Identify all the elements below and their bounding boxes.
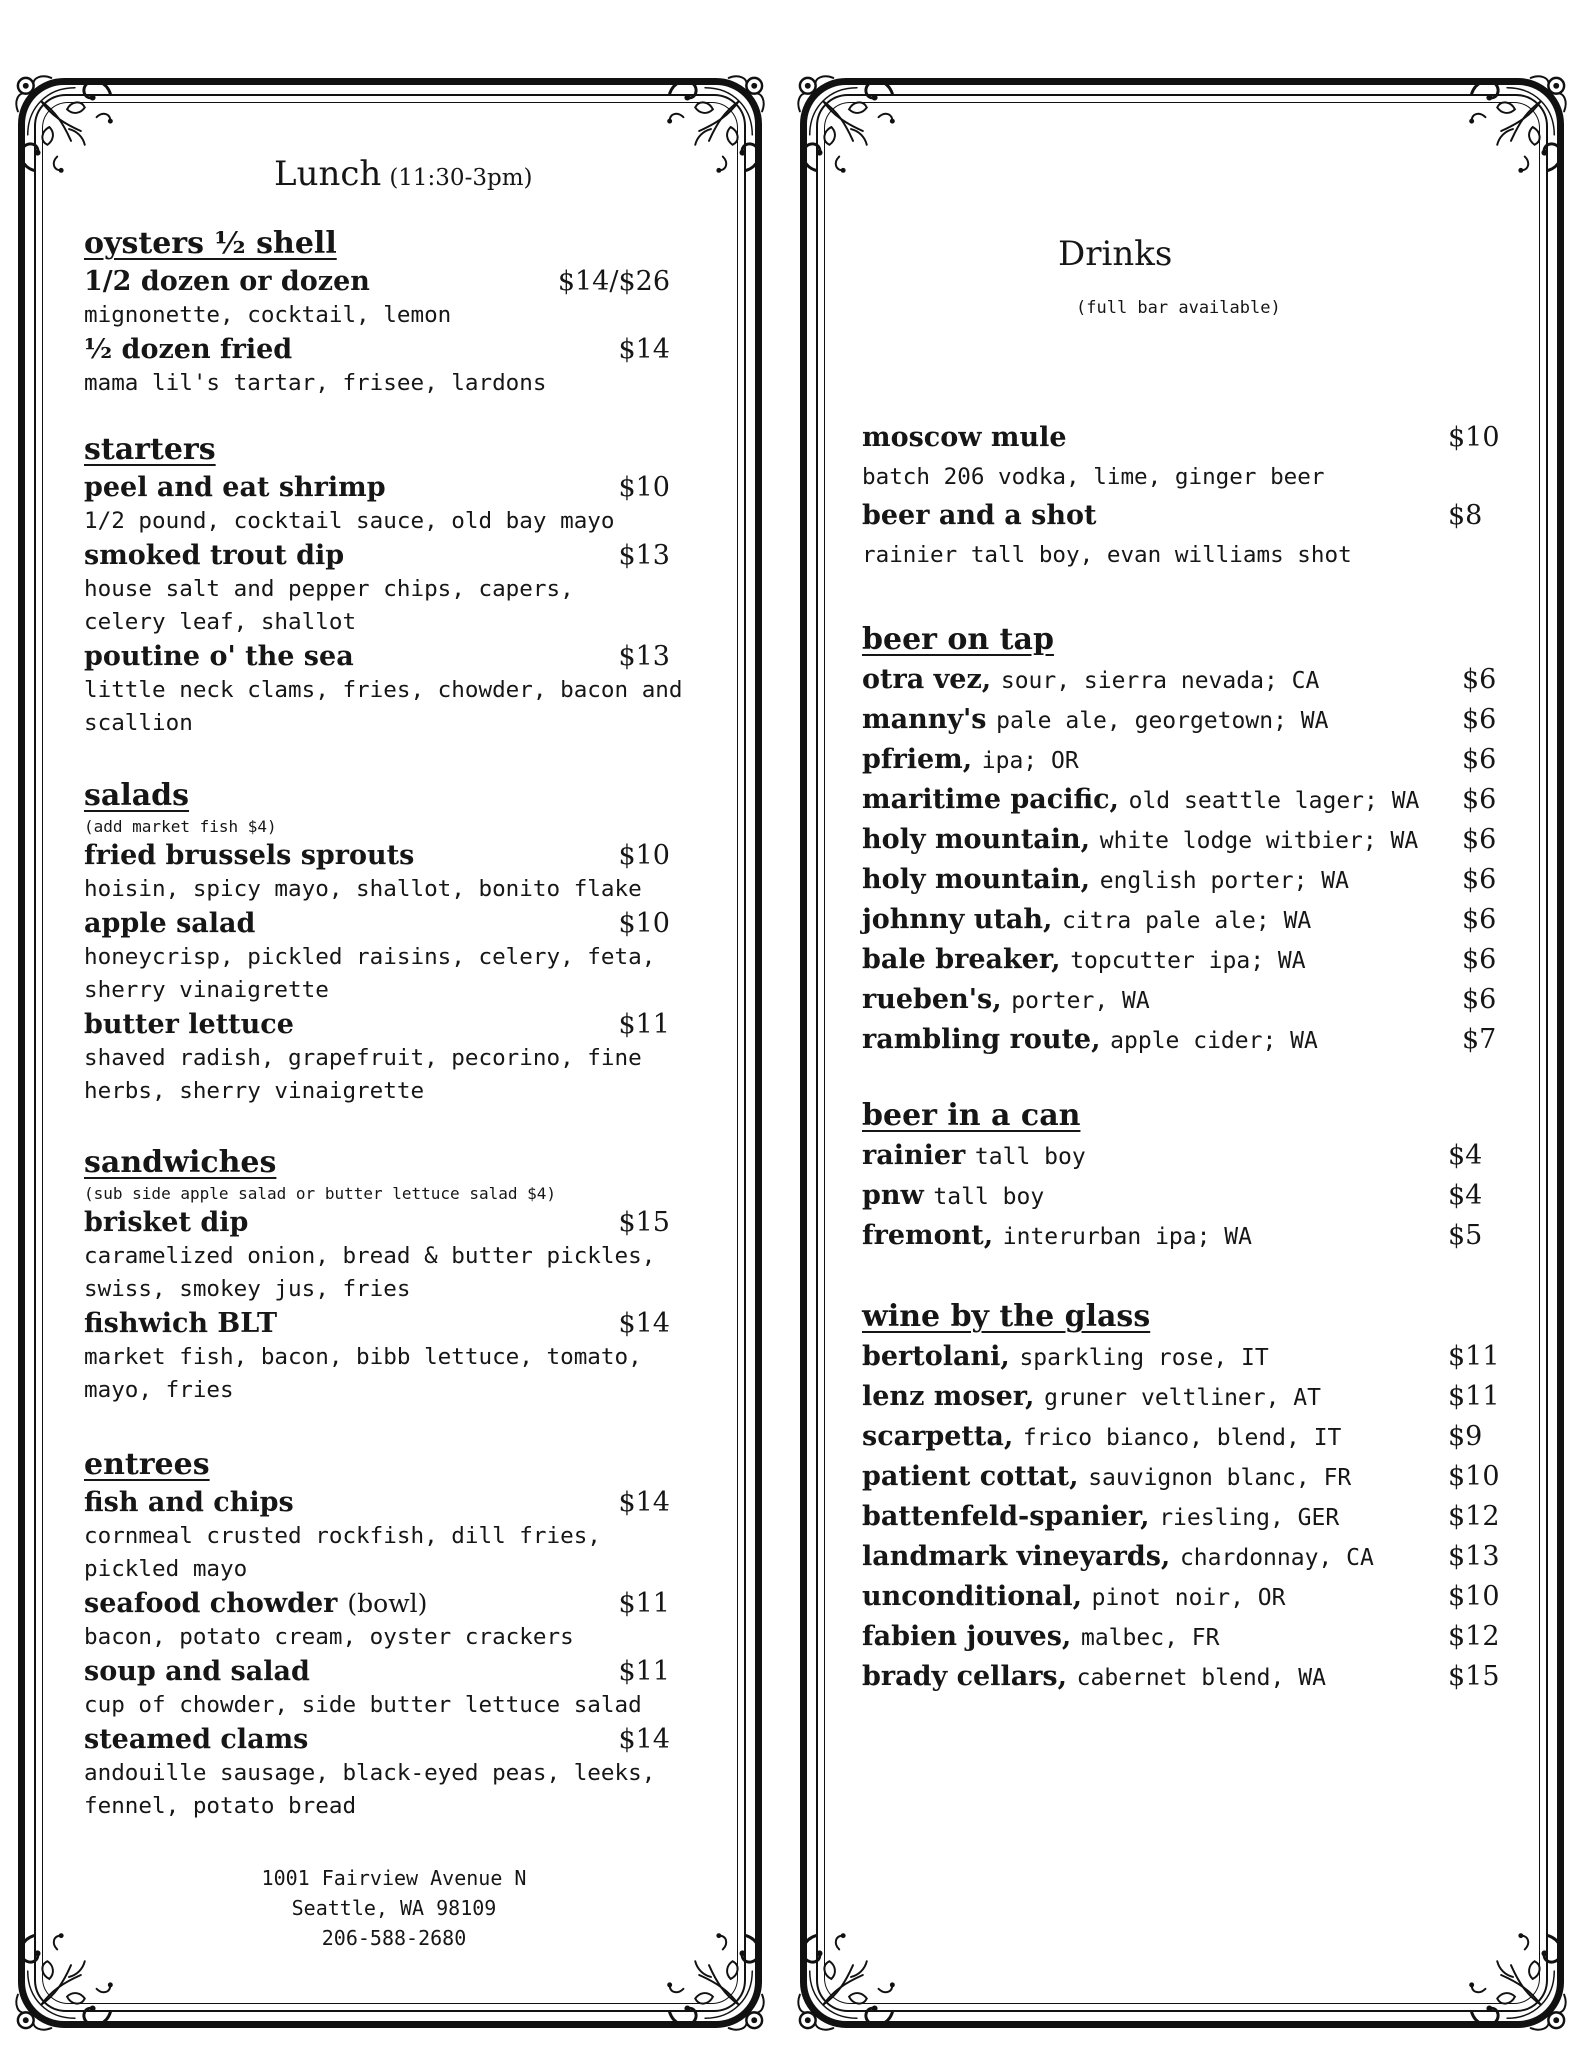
drink-detail: tall boy bbox=[974, 1144, 1086, 1170]
menu-item-line bbox=[84, 1007, 704, 1042]
drink-name: unconditional, bbox=[862, 1581, 1082, 1612]
menu-item-line bbox=[84, 1306, 704, 1341]
drink-item bbox=[862, 1537, 1502, 1577]
menu-item-description: mayo, fries bbox=[84, 1377, 234, 1403]
menu-item-line bbox=[84, 1205, 704, 1240]
drink-detail: riesling, GER bbox=[1159, 1505, 1340, 1531]
drink-item bbox=[862, 1577, 1502, 1617]
menu-item-description: caramelized onion, bread & butter pickles, bbox=[84, 1243, 656, 1269]
drink-price: $4 bbox=[1448, 1180, 1483, 1211]
drink-price: $12 bbox=[1448, 1501, 1500, 1532]
menu-item bbox=[84, 538, 704, 639]
drink-item bbox=[862, 900, 1502, 940]
drink-detail: malbec, FR bbox=[1080, 1625, 1220, 1651]
menu-item-name: apple salad bbox=[84, 908, 256, 939]
menu-item-description: little neck clams, fries, chowder, bacon and bbox=[84, 677, 683, 703]
drinks-menu-panel bbox=[800, 78, 1564, 2028]
cocktail-price: $8 bbox=[1448, 500, 1483, 531]
menu-item-name: butter lettuce bbox=[84, 1009, 294, 1040]
menu-item-description: fennel, potato bread bbox=[84, 1793, 357, 1819]
menu-item bbox=[84, 906, 704, 1007]
drink-item bbox=[862, 940, 1502, 980]
drink-item bbox=[862, 780, 1502, 820]
cocktails-section bbox=[862, 418, 1502, 574]
menu-item-line bbox=[84, 1586, 704, 1621]
menu-item-description: bacon, potato cream, oyster crackers bbox=[84, 1624, 574, 1650]
drink-price: $11 bbox=[1448, 1381, 1500, 1412]
drink-price: $6 bbox=[1462, 744, 1497, 775]
menu-section bbox=[84, 224, 704, 400]
cocktail-line bbox=[862, 496, 1502, 536]
drinks-section bbox=[862, 1096, 1502, 1256]
drink-detail: sauvignon blanc, FR bbox=[1088, 1465, 1352, 1491]
drink-detail: sour, sierra nevada; CA bbox=[1000, 668, 1320, 694]
cocktail-item bbox=[862, 418, 1502, 496]
menu-item-description: herbs, sherry vinaigrette bbox=[84, 1078, 425, 1104]
menu-item-price: $14 bbox=[618, 1487, 670, 1518]
drink-item bbox=[862, 980, 1502, 1020]
menu-item-line bbox=[84, 332, 704, 367]
drinks-content bbox=[862, 78, 1502, 2028]
drink-item bbox=[862, 1417, 1502, 1457]
drink-name: johnny utah, bbox=[862, 904, 1053, 935]
drink-detail: porter, WA bbox=[1011, 988, 1150, 1014]
menu-item-description: cup of chowder, side butter lettuce salad bbox=[84, 1692, 642, 1718]
drink-detail: old seattle lager; WA bbox=[1128, 788, 1420, 814]
menu-item-description: honeycrisp, pickled raisins, celery, feta, bbox=[84, 944, 656, 970]
menu-item-description: pickled mayo bbox=[84, 1556, 248, 1582]
drink-price: $6 bbox=[1462, 984, 1497, 1015]
drink-price: $7 bbox=[1462, 1024, 1497, 1055]
menu-item-price: $14 bbox=[618, 1724, 670, 1755]
drink-item bbox=[862, 1136, 1502, 1176]
address-city: Seattle, WA 98109 bbox=[291, 1896, 497, 1920]
menu-item-price: $11 bbox=[618, 1656, 670, 1687]
menu-item-name: fried brussels sprouts bbox=[84, 840, 415, 871]
drink-price: $13 bbox=[1448, 1541, 1500, 1572]
menu-item-description: celery leaf, shallot bbox=[84, 609, 357, 635]
drinks-title: Drinks bbox=[1058, 234, 1173, 274]
drink-price: $15 bbox=[1448, 1661, 1500, 1692]
drink-detail: ipa; OR bbox=[981, 748, 1079, 774]
drink-name: rambling route, bbox=[862, 1024, 1101, 1055]
drink-detail: gruner veltliner, AT bbox=[1044, 1385, 1322, 1411]
menu-item-price: $11 bbox=[618, 1009, 670, 1040]
menu-item-price: $14 bbox=[618, 1308, 670, 1339]
menu-item-price: $10 bbox=[618, 908, 670, 939]
menu-item-price: $14/$26 bbox=[557, 266, 670, 297]
drink-price: $9 bbox=[1448, 1421, 1483, 1452]
drink-item bbox=[862, 1617, 1502, 1657]
menu-item-name: brisket dip bbox=[84, 1207, 249, 1238]
drink-name: brady cellars, bbox=[862, 1661, 1068, 1692]
menu-item-line bbox=[84, 906, 704, 941]
drink-item bbox=[862, 1457, 1502, 1497]
drink-name: lenz moser, bbox=[862, 1381, 1035, 1412]
menu-item-price: $13 bbox=[618, 641, 670, 672]
menu-item-name: fishwich BLT bbox=[84, 1308, 278, 1339]
menu-item-description: swiss, smokey jus, fries bbox=[84, 1276, 411, 1302]
menu-item-name: fish and chips bbox=[84, 1487, 294, 1518]
menu-item-price: $10 bbox=[618, 840, 670, 871]
drink-name: landmark vineyards, bbox=[862, 1541, 1171, 1572]
drink-detail: citra pale ale; WA bbox=[1062, 908, 1312, 934]
menu-item bbox=[84, 1485, 704, 1586]
menu-item-description: sherry vinaigrette bbox=[84, 977, 329, 1003]
menu-item-line bbox=[84, 1485, 704, 1520]
restaurant-address bbox=[84, 1863, 704, 1953]
drink-item bbox=[862, 660, 1502, 700]
drink-item bbox=[862, 740, 1502, 780]
menu-item-description: market fish, bacon, bibb lettuce, tomato, bbox=[84, 1344, 642, 1370]
drink-price: $12 bbox=[1448, 1621, 1500, 1652]
menu-section bbox=[84, 776, 704, 1108]
menu-item-price: $11 bbox=[618, 1588, 670, 1619]
drink-name: fremont, bbox=[862, 1220, 994, 1251]
menu-item bbox=[84, 1654, 704, 1722]
menu-item-line bbox=[84, 1654, 704, 1689]
section-heading: sandwiches bbox=[84, 1145, 277, 1180]
menu-item bbox=[84, 264, 704, 332]
drink-price: $4 bbox=[1448, 1140, 1483, 1171]
section-note: (add market fish $4) bbox=[84, 817, 277, 836]
menu-item-size: (bowl) bbox=[347, 1589, 428, 1618]
drink-price: $11 bbox=[1448, 1341, 1500, 1372]
menu-item-line bbox=[84, 838, 704, 873]
drink-name: otra vez, bbox=[862, 664, 992, 695]
drink-name: manny's bbox=[862, 704, 987, 735]
cocktail-description: rainier tall boy, evan williams shot bbox=[862, 542, 1352, 568]
menu-item-line bbox=[84, 264, 704, 299]
menu-item-name: peel and eat shrimp bbox=[84, 472, 386, 503]
section-heading: oysters ½ shell bbox=[84, 226, 337, 261]
drink-item bbox=[862, 1176, 1502, 1216]
drink-detail: pinot noir, OR bbox=[1091, 1585, 1286, 1611]
drink-detail: sparkling rose, IT bbox=[1019, 1345, 1269, 1371]
lunch-hours: (11:30-3pm) bbox=[389, 165, 533, 191]
drink-item bbox=[862, 1497, 1502, 1537]
drink-name: maritime pacific, bbox=[862, 784, 1119, 815]
lunch-title bbox=[274, 154, 532, 194]
section-heading: beer on tap bbox=[862, 622, 1054, 657]
menu-item-name: poutine o' the sea bbox=[84, 641, 354, 672]
menu-item-description: scallion bbox=[84, 710, 193, 736]
drink-price: $10 bbox=[1448, 1581, 1500, 1612]
drink-price: $6 bbox=[1462, 664, 1497, 695]
drink-name: scarpetta, bbox=[862, 1421, 1014, 1452]
drink-name: fabien jouves, bbox=[862, 1621, 1072, 1652]
menu-item-description: house salt and pepper chips, capers, bbox=[84, 576, 574, 602]
drink-item bbox=[862, 820, 1502, 860]
drink-item bbox=[862, 1337, 1502, 1377]
menu-item-name: smoked trout dip bbox=[84, 540, 345, 571]
menu-item-name: steamed clams bbox=[84, 1724, 309, 1755]
drink-price: $6 bbox=[1462, 784, 1497, 815]
drink-name: holy mountain, bbox=[862, 864, 1091, 895]
menu-item-name: ½ dozen fried bbox=[84, 334, 293, 365]
menu-item-description: shaved radish, grapefruit, pecorino, fine bbox=[84, 1045, 642, 1071]
drink-item bbox=[862, 1377, 1502, 1417]
menu-item-description: 1/2 pound, cocktail sauce, old bay mayo bbox=[84, 508, 615, 534]
drink-name: rueben's, bbox=[862, 984, 1002, 1015]
menu-item bbox=[84, 470, 704, 538]
menu-item bbox=[84, 838, 704, 906]
drinks-section bbox=[862, 620, 1502, 1060]
drink-name: pfriem, bbox=[862, 744, 973, 775]
menu-section bbox=[84, 430, 704, 740]
lunch-menu-panel bbox=[18, 78, 762, 2028]
cocktail-name: moscow mule bbox=[862, 422, 1067, 453]
menu-item-description: cornmeal crusted rockfish, dill fries, bbox=[84, 1523, 601, 1549]
menu-item-description: mama lil's tartar, frisee, lardons bbox=[84, 370, 547, 396]
cocktail-item bbox=[862, 496, 1502, 574]
drink-price: $10 bbox=[1448, 1461, 1500, 1492]
menu-item bbox=[84, 639, 704, 740]
menu-item bbox=[84, 1007, 704, 1108]
menu-item bbox=[84, 332, 704, 400]
drink-name: patient cottat, bbox=[862, 1461, 1079, 1492]
drink-price: $6 bbox=[1462, 904, 1497, 935]
cocktail-name: beer and a shot bbox=[862, 500, 1097, 531]
menu-item-line bbox=[84, 538, 704, 573]
drink-price: $6 bbox=[1462, 824, 1497, 855]
section-heading: entrees bbox=[84, 1447, 210, 1482]
drink-detail: frico bianco, blend, IT bbox=[1022, 1425, 1342, 1451]
drink-item bbox=[862, 1020, 1502, 1060]
menu-item-price: $15 bbox=[618, 1207, 670, 1238]
section-heading: wine by the glass bbox=[862, 1299, 1151, 1334]
cocktail-description: batch 206 vodka, lime, ginger beer bbox=[862, 464, 1325, 490]
menu-item-description: hoisin, spicy mayo, shallot, bonito flake bbox=[84, 876, 642, 902]
menu-item-line bbox=[84, 1722, 704, 1757]
menu-item-price: $13 bbox=[618, 540, 670, 571]
drinks-section bbox=[862, 1297, 1502, 1697]
menu-item-price: $14 bbox=[618, 334, 670, 365]
cocktail-price: $10 bbox=[1448, 422, 1500, 453]
drink-detail: cabernet blend, WA bbox=[1076, 1665, 1326, 1691]
lunch-content bbox=[84, 78, 704, 2028]
drink-price: $6 bbox=[1462, 944, 1497, 975]
lunch-title-text: Lunch bbox=[274, 154, 382, 194]
drink-detail: tall boy bbox=[933, 1184, 1045, 1210]
drink-detail: english porter; WA bbox=[1099, 868, 1349, 894]
menu-item-name: soup and salad bbox=[84, 1656, 310, 1687]
menu-section bbox=[84, 1445, 704, 1823]
drink-detail: white lodge witbier; WA bbox=[1099, 828, 1419, 854]
menu-item bbox=[84, 1722, 704, 1823]
menu-item-name: seafood chowder bbox=[84, 1588, 338, 1619]
drink-item bbox=[862, 1216, 1502, 1256]
drink-item bbox=[862, 700, 1502, 740]
section-note: (sub side apple salad or butter lettuce salad $4) bbox=[84, 1184, 557, 1203]
menu-item bbox=[84, 1306, 704, 1407]
menu-item-price: $10 bbox=[618, 472, 670, 503]
full-bar-note: (full bar available) bbox=[1076, 298, 1281, 318]
drink-name: holy mountain, bbox=[862, 824, 1091, 855]
drink-detail: pale ale, georgetown; WA bbox=[996, 708, 1329, 734]
section-heading: starters bbox=[84, 432, 216, 467]
section-heading: beer in a can bbox=[862, 1098, 1081, 1133]
drink-name: pnw bbox=[862, 1180, 924, 1211]
menu-item-line bbox=[84, 639, 704, 674]
menu-section bbox=[84, 1143, 704, 1407]
menu-item-line bbox=[84, 470, 704, 505]
drink-name: bertolani, bbox=[862, 1341, 1010, 1372]
menu-item-name: 1/2 dozen or dozen bbox=[84, 266, 370, 297]
drink-item bbox=[862, 1657, 1502, 1697]
drink-price: $5 bbox=[1448, 1220, 1483, 1251]
drink-name: battenfeld-spanier, bbox=[862, 1501, 1150, 1532]
drink-price: $6 bbox=[1462, 864, 1497, 895]
section-heading: salads bbox=[84, 778, 190, 813]
menu-item-description: mignonette, cocktail, lemon bbox=[84, 302, 452, 328]
cocktail-line bbox=[862, 418, 1502, 458]
drink-item bbox=[862, 860, 1502, 900]
drink-price: $6 bbox=[1462, 704, 1497, 735]
drink-name: rainier bbox=[862, 1140, 966, 1171]
menu-item bbox=[84, 1205, 704, 1306]
drink-detail: chardonnay, CA bbox=[1179, 1545, 1374, 1571]
drink-detail: interurban ipa; WA bbox=[1002, 1224, 1252, 1250]
address-phone: 206-588-2680 bbox=[321, 1926, 467, 1950]
address-street: 1001 Fairview Avenue N bbox=[261, 1866, 527, 1890]
drink-name: bale breaker, bbox=[862, 944, 1061, 975]
menu-item-description: andouille sausage, black-eyed peas, leeks, bbox=[84, 1760, 656, 1786]
drink-detail: topcutter ipa; WA bbox=[1070, 948, 1306, 974]
menu-item bbox=[84, 1586, 704, 1654]
drink-detail: apple cider; WA bbox=[1110, 1028, 1318, 1054]
